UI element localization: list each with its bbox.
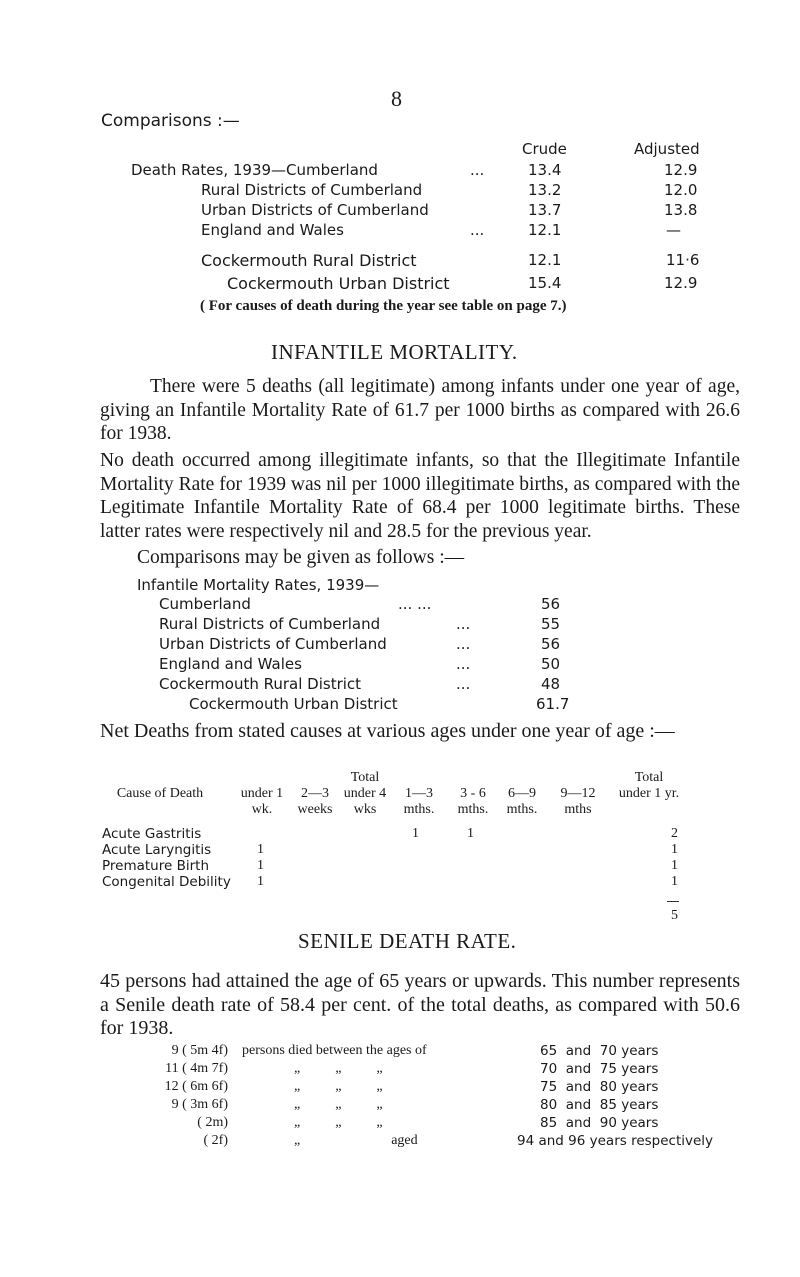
net-deaths-intro: Net Deaths from stated causes at various ages under one year of age :— bbox=[100, 720, 675, 742]
description-cell: „ „ „ bbox=[294, 1115, 383, 1130]
header-1-3-mths: 1—3 mths. bbox=[403, 786, 435, 817]
ages-cell: 94 and 96 years respectively bbox=[517, 1133, 714, 1149]
death-rate-label: Urban Districts of Cumberland bbox=[201, 201, 429, 219]
header-6-9-mths: 6—9 mths. bbox=[506, 786, 538, 817]
infantile-mortality-heading: INFANTILE MORTALITY. bbox=[271, 340, 518, 364]
header-under-1wk: under 1 wk. bbox=[240, 786, 284, 817]
senile-paragraph: 45 persons had attained the age of 65 years or upwards. This number represents a Senile death rate of 58.4 per cent. of the total deaths, as compared with 50.6 for 1938. bbox=[100, 970, 740, 1039]
count-cell: 9 ( 5m 4f) bbox=[171, 1043, 228, 1058]
comparisons-heading: Comparisons :— bbox=[101, 111, 240, 131]
death-rate-label: Rural Districts of Cumberland bbox=[201, 181, 423, 199]
description-cell: „ „ „ bbox=[294, 1061, 383, 1076]
m1-3-cell: 1 bbox=[412, 826, 419, 841]
column-header-adjusted: Adjusted bbox=[634, 140, 700, 158]
death-rate-label: Cockermouth Rural District bbox=[201, 251, 417, 270]
adjusted-value: 12.9 bbox=[664, 161, 698, 179]
crude-value: 13.4 bbox=[528, 161, 562, 179]
under-1wk-cell: 1 bbox=[257, 842, 264, 857]
crude-value: 15.4 bbox=[528, 274, 562, 292]
dots: ... bbox=[456, 615, 471, 633]
rate-value: 48 bbox=[541, 675, 561, 693]
total-cell: 2 bbox=[671, 826, 678, 841]
header-3-6-mths: 3 - 6 mths. bbox=[457, 786, 489, 817]
adjusted-value: — bbox=[666, 221, 681, 239]
header-cause: Cause of Death bbox=[116, 786, 204, 801]
dots: ... bbox=[456, 635, 471, 653]
cause-cell: Acute Laryngitis bbox=[102, 842, 212, 858]
adjusted-value: 11·6 bbox=[666, 251, 700, 269]
ages-cell: 85 and 90 years bbox=[540, 1115, 659, 1131]
description-cell: „ aged bbox=[294, 1133, 418, 1148]
column-header-crude: Crude bbox=[522, 140, 567, 158]
crude-value: 13.7 bbox=[528, 201, 562, 219]
rate-value: 56 bbox=[541, 595, 561, 613]
rate-value: 56 bbox=[541, 635, 561, 653]
rate-label: Cockermouth Urban District bbox=[189, 695, 398, 713]
rate-label: Rural Districts of Cumberland bbox=[159, 615, 381, 633]
adjusted-value: 13.8 bbox=[664, 201, 698, 219]
total-cell: 1 bbox=[671, 858, 678, 873]
count-cell: 11 ( 4m 7f) bbox=[165, 1061, 228, 1076]
rate-value: 55 bbox=[541, 615, 561, 633]
dots: ... bbox=[456, 655, 471, 673]
total-cell: 1 bbox=[671, 874, 678, 889]
adjusted-value: 12.9 bbox=[664, 274, 698, 292]
count-cell: ( 2f) bbox=[203, 1133, 228, 1148]
description-cell: „ „ „ bbox=[294, 1097, 383, 1112]
infantile-paragraph-1: There were 5 deaths (all legitimate) among infants under one year of age, giving an Infantile Mortality Rate of 61.7 per 1000 births as compared with 26.6 for 1938. bbox=[100, 376, 740, 444]
rate-value: 61.7 bbox=[536, 695, 570, 713]
death-rate-label: England and Wales bbox=[201, 221, 344, 239]
cause-cell: Premature Birth bbox=[102, 858, 209, 874]
crude-value: 12.1 bbox=[528, 251, 562, 269]
rate-label: England and Wales bbox=[159, 655, 302, 673]
dots: ... bbox=[470, 221, 485, 239]
ages-cell: 65 and 70 years bbox=[540, 1043, 659, 1059]
crude-value: 13.2 bbox=[528, 181, 562, 199]
page-number: 8 bbox=[391, 86, 402, 111]
cause-cell: Acute Gastritis bbox=[102, 826, 202, 842]
under-1wk-cell: 1 bbox=[257, 858, 264, 873]
ages-cell: 75 and 80 years bbox=[540, 1079, 659, 1095]
header-9-12-mths: 9—12 mths bbox=[560, 786, 596, 817]
ages-cell: 70 and 75 years bbox=[540, 1061, 659, 1077]
description-cell: persons died between the ages of bbox=[242, 1043, 427, 1058]
comparisons-line: Comparisons may be given as follows :— bbox=[137, 547, 465, 568]
cause-note: ( For causes of death during the year see table on page 7.) bbox=[200, 298, 567, 314]
cause-cell: Congenital Debility bbox=[102, 874, 231, 890]
infantile-paragraph-2: No death occurred among illegitimate infants, so that the Illegitimate Infantile Mortality Rate for 1939 was nil per 1000 illegitimate births, as compared with the Legitimate Infantile Mortality Rate of 68.4 per 1000 legitimate births. These latter rates were respectively nil and 28.5 for the previous year. bbox=[100, 450, 740, 542]
death-rate-label: Death Rates, 1939—Cumberland bbox=[131, 161, 378, 179]
total-rule bbox=[667, 901, 679, 902]
rates-title: Infantile Mortality Rates, 1939— bbox=[137, 576, 380, 594]
under-1wk-cell: 1 bbox=[257, 874, 264, 889]
description-cell: „ „ „ bbox=[294, 1079, 383, 1094]
m3-6-cell: 1 bbox=[467, 826, 474, 841]
count-cell: 12 ( 6m 6f) bbox=[164, 1079, 228, 1094]
count-cell: 9 ( 3m 6f) bbox=[171, 1097, 228, 1112]
rate-label: Cumberland bbox=[159, 595, 251, 613]
rate-label: Cockermouth Rural District bbox=[159, 675, 362, 693]
count-cell: ( 2m) bbox=[197, 1115, 228, 1130]
grand-total: 5 bbox=[671, 908, 678, 923]
adjusted-value: 12.0 bbox=[664, 181, 698, 199]
rate-value: 50 bbox=[541, 655, 561, 673]
senile-death-rate-heading: SENILE DEATH RATE. bbox=[298, 929, 517, 953]
dots: ... ... bbox=[398, 595, 432, 613]
ages-cell: 80 and 85 years bbox=[540, 1097, 659, 1113]
rate-label: Urban Districts of Cumberland bbox=[159, 635, 387, 653]
header-total-1yr: Total under 1 yr. bbox=[618, 770, 680, 801]
crude-value: 12.1 bbox=[528, 221, 562, 239]
header-total-4wks: Total under 4 wks bbox=[343, 770, 387, 817]
total-cell: 1 bbox=[671, 842, 678, 857]
death-rate-label: Cockermouth Urban District bbox=[227, 274, 450, 293]
dots: ... bbox=[456, 675, 471, 693]
header-2-3-weeks: 2—3 weeks bbox=[297, 786, 333, 817]
dots: ... bbox=[470, 161, 485, 179]
